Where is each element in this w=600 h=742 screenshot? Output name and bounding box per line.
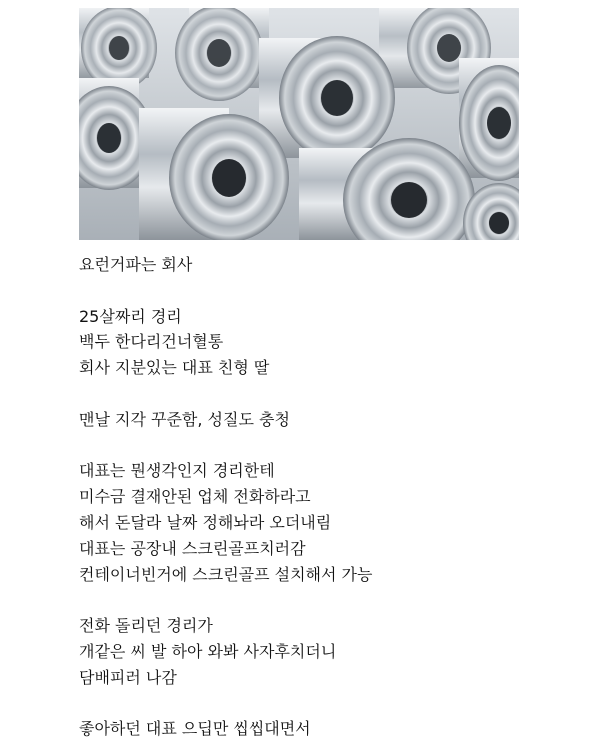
- post-line: 백두 한다리건너혈통: [79, 332, 224, 352]
- post-line: 25살짜리 경리: [79, 306, 182, 326]
- post-line-blank: [79, 278, 519, 304]
- post-line-blank: [79, 587, 519, 613]
- post-line: 해서 돈달라 날짜 정해놔라 오더내림: [79, 512, 332, 532]
- post-line: 컨테이너빈거에 스크린골프 설치해서 가능: [79, 564, 373, 584]
- post-line: 대표는 공장내 스크린골프치러감: [79, 538, 306, 558]
- post-line: 미수금 결재안된 업체 전화하라고: [79, 487, 311, 507]
- post-line: 좋아하던 대표 으딥만 씹씹대면서: [79, 719, 311, 739]
- steel-coils-photo: [79, 8, 519, 240]
- post-line: 맨날 지각 꾸준함, 성질도 충청: [79, 409, 290, 429]
- post-line: 회사 지분있는 대표 친형 딸: [79, 358, 270, 378]
- post-line: 전화 돌리던 경리가: [79, 616, 213, 636]
- post-line-blank: [79, 433, 519, 459]
- post-line-blank: [79, 381, 519, 407]
- post-body: [79, 252, 519, 742]
- post-line: 대표는 뭔생각인지 경리한테: [79, 461, 275, 481]
- post-line: 담배피러 나감: [79, 667, 177, 687]
- post-line-blank: [79, 691, 519, 717]
- post-line: 개같은 씨 발 하아 와봐 사자후치더니: [79, 641, 337, 661]
- post-line: 요런거파는 회사: [79, 255, 193, 274]
- post-content: [79, 8, 519, 742]
